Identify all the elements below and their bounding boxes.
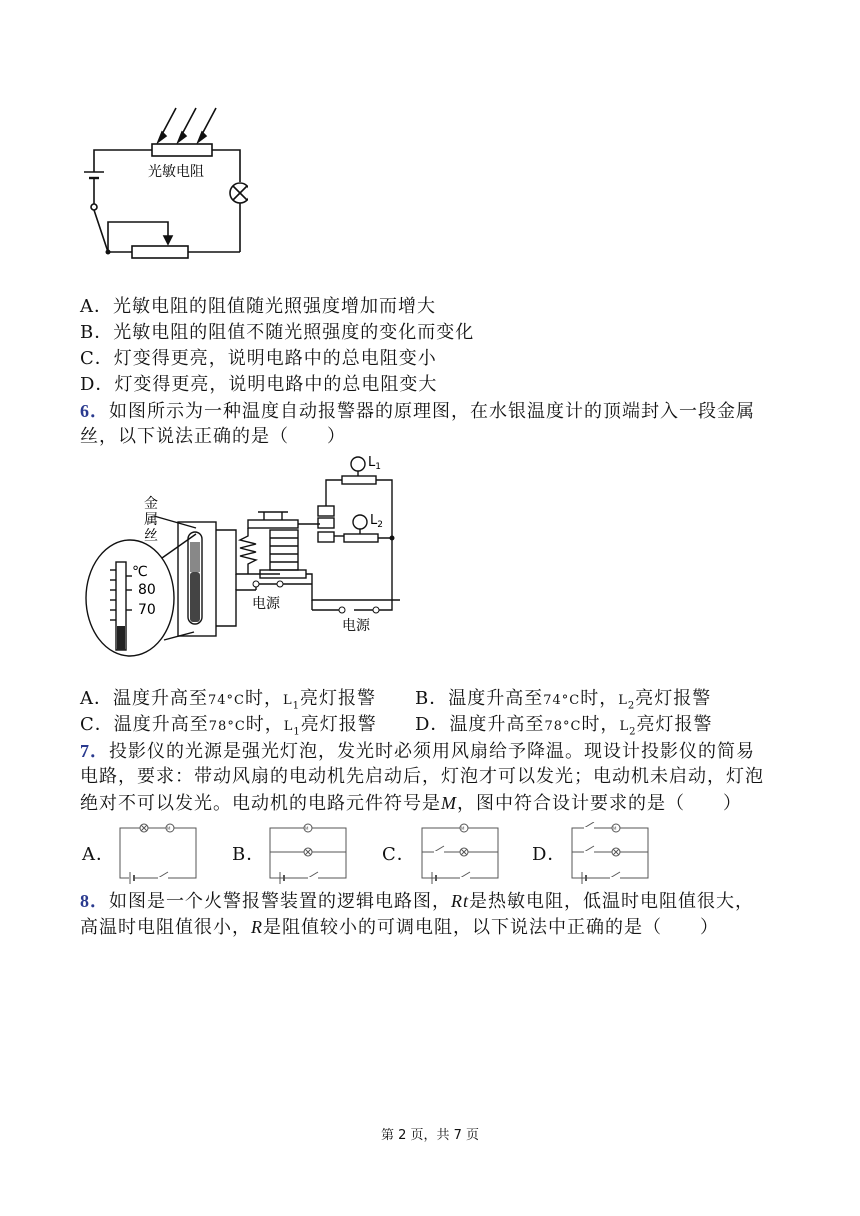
power-source-2-label: 电源 <box>342 618 370 634</box>
q8-number: 8． <box>80 891 109 911</box>
q5-option-b: B．光敏电阻的阻值不随光照强度的变化而变化 <box>80 322 475 343</box>
q7-stem-line2: 电路，要求：带动风扇的电动机先启动后，灯泡才可以发光；电动机未启动，灯泡 <box>80 766 764 787</box>
q8-stem-line1: 8．如图是一个火警报警装置的逻辑电路图，Rt是热敏电阻，低温时电阻值很大， <box>80 891 754 912</box>
q6-option-d: D．温度升高至78°C时，$L_2$亮灯报警 <box>415 714 713 738</box>
q6-stem-line1: 6．如图所示为一种温度自动报警器的原理图，在水银温度计的顶端封入一段金属 <box>80 401 755 422</box>
motor-symbol-c: M <box>461 826 465 831</box>
motor-symbol-a: M <box>167 826 171 831</box>
motor-symbol-b: M <box>305 826 309 831</box>
metal-wire-label-3: 丝 <box>144 528 158 544</box>
q7-option-c-label: C． <box>382 844 416 865</box>
temperature-alarm-figure <box>80 450 400 665</box>
q7-option-a-label: A． <box>82 844 115 865</box>
q7-stem-line3: 绝对不可以发光。电动机的电路元件符号是M，图中符合设计要求的是（ ） <box>80 793 742 814</box>
lamp-l2-label: $L_2$ <box>370 513 383 530</box>
metal-wire-label-2: 属 <box>144 512 158 528</box>
q6-stem-line2: 丝，以下说法正确的是（ ） <box>80 426 346 447</box>
lamp-l1-label: $L_1$ <box>368 455 381 472</box>
motor-symbol-d: M <box>613 826 617 831</box>
q7-circuit-a <box>118 822 198 884</box>
q5-option-a: A．光敏电阻的阻值随光照强度增加而增大 <box>80 296 436 317</box>
q7-circuit-d <box>570 822 650 884</box>
page-footer: 第 2 页，共 7 页 <box>380 1128 480 1143</box>
q6-option-c: C．温度升高至78°C时，$L_1$亮灯报警 <box>80 714 377 738</box>
celsius-label: ℃ <box>132 564 148 580</box>
q7-number: 7． <box>80 741 109 761</box>
q5-option-c: C．灯变得更亮，说明电路中的总电阻变小 <box>80 348 437 369</box>
q6-number: 6． <box>80 401 109 421</box>
q7-option-d-label: D． <box>532 844 567 865</box>
q6-option-a: A．温度升高至74°C时，$L_1$亮灯报警 <box>80 688 377 712</box>
tick-70-label: 70 <box>138 602 156 618</box>
tick-80-label: 80 <box>138 582 156 598</box>
photoresistor-label: 光敏电阻 <box>148 164 204 180</box>
q5-option-d: D．灯变得更亮，说明电路中的总电阻变大 <box>80 374 438 395</box>
q7-circuit-c <box>420 822 500 884</box>
q7-stem-line1: 7．投影仪的光源是强光灯泡，发光时必须用风扇给予降温。现设计投影仪的简易 <box>80 741 755 762</box>
photoresistor-circuit-figure <box>78 100 248 265</box>
q6-option-b: B．温度升高至74°C时，$L_2$亮灯报警 <box>415 688 712 712</box>
metal-wire-label-1: 金 <box>144 496 158 512</box>
power-source-1-label: 电源 <box>252 596 280 612</box>
q7-option-b-label: B． <box>232 844 266 865</box>
q8-stem-line2: 高温时电阻值很小，R是阻值较小的可调电阻，以下说法中正确的是（ ） <box>80 917 719 938</box>
q7-circuit-b <box>268 822 348 884</box>
